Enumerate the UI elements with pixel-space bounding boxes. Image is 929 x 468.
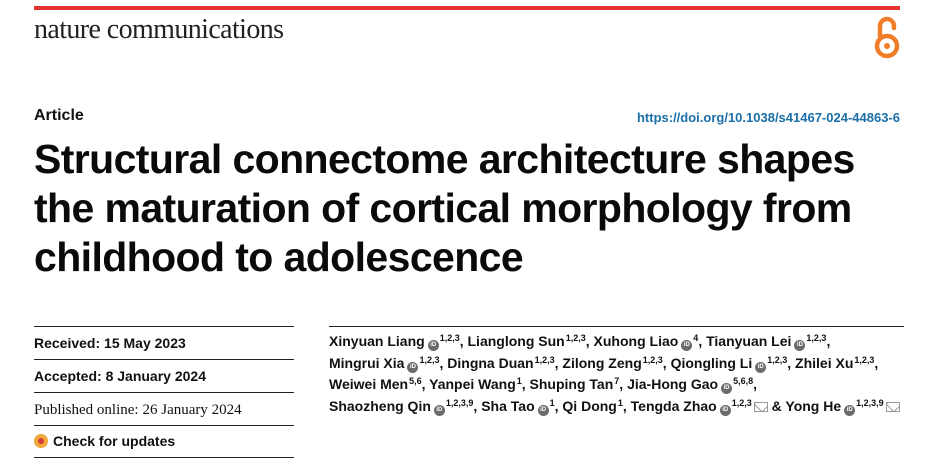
affiliation-numbers: 1,2,3 [439,333,460,343]
open-access-lock-icon [872,14,902,60]
author-name[interactable]: Zhilei Xu [795,354,854,371]
author[interactable] [329,355,439,371]
author-name[interactable]: Weiwei Men [329,376,409,392]
check-updates-icon [34,434,48,448]
affiliation-numbers: 5,6,8 [733,376,754,386]
affiliation-numbers: 1,2,3,9 [445,397,474,408]
author[interactable] [631,398,768,414]
author[interactable] [706,333,826,349]
affiliation-numbers: 1 [549,397,555,408]
affiliation-numbers: 7 [614,376,620,386]
affiliation-numbers: 1,2,3 [767,354,788,365]
author[interactable] [562,355,662,371]
author-name[interactable]: Lianglong Sun [467,333,565,349]
affiliation-numbers: 1,2,3,9 [856,397,884,408]
author-name[interactable]: Tianyuan Lei [706,333,792,349]
affiliation-numbers: 1,2,3 [642,354,663,365]
affiliation-numbers: 5,6 [409,376,422,386]
orcid-icon[interactable]: iD [681,340,692,351]
affiliation-numbers: 1,2,3 [854,354,875,365]
author-name[interactable]: Qi Dong [562,397,617,414]
accepted-date: Accepted: 8 January 2024 [34,368,206,384]
author-name[interactable]: Shuping Tan [529,376,614,392]
author[interactable] [481,398,554,414]
author[interactable] [562,398,622,414]
orcid-icon[interactable]: iD [538,405,549,416]
affiliation-numbers: 1,2,3 [731,397,752,408]
orcid-icon[interactable]: iD [720,405,731,416]
affiliation-numbers: 4 [693,333,699,343]
author[interactable] [671,355,788,371]
author-name[interactable]: Xinyuan Liang [329,333,425,349]
author[interactable] [627,376,753,392]
dates-divider [34,326,294,327]
author-name[interactable]: Zilong Zeng [562,354,642,371]
author-name[interactable]: Xuhong Liao [593,333,679,349]
author[interactable] [594,333,699,349]
divider [34,359,294,360]
authors-divider [329,326,904,327]
author-name[interactable]: Shaozheng Qin [329,397,431,414]
affiliation-numbers: 1 [516,376,522,386]
author[interactable] [329,376,422,392]
author[interactable] [329,398,473,414]
article-type: Article [34,107,84,124]
divider [34,425,294,426]
author-name[interactable]: Dingna Duan [447,354,534,371]
orcid-icon[interactable]: iD [428,340,439,351]
affiliation-numbers: 1 [617,397,623,408]
author[interactable] [447,355,554,371]
doi-link[interactable]: https://doi.org/10.1038/s41467-024-44863-6 [636,110,900,125]
author-name[interactable]: Sha Tao [481,397,535,414]
affiliation-numbers: 1,2,3 [565,333,586,343]
orcid-icon[interactable]: iD [844,405,855,416]
orcid-icon[interactable]: iD [721,383,732,394]
author[interactable] [785,398,899,414]
check-for-updates-button[interactable]: Check for updates [34,433,175,449]
mail-icon[interactable] [754,402,768,412]
article-title: Structural connectome architecture shapes the maturation of cortical morphology from childhood to adolescence [34,136,855,280]
received-date: Received: 15 May 2023 [34,335,186,351]
orcid-icon[interactable]: iD [434,405,445,416]
author[interactable] [429,376,522,392]
affiliation-numbers: 1,2,3 [806,333,827,343]
author[interactable] [468,333,586,349]
author-name[interactable]: Tengda Zhao [630,397,717,414]
author-name[interactable]: Yanpei Wang [429,376,516,392]
author[interactable] [329,333,460,349]
author-name[interactable]: Jia-Hong Gao [627,376,719,392]
author[interactable] [795,355,874,371]
affiliation-numbers: 1,2,3 [419,354,440,365]
affiliation-numbers: 1,2,3 [534,354,555,365]
author[interactable] [530,376,620,392]
author-name[interactable]: Mingrui Xia [329,354,405,371]
author-list: Xinyuan Liang iD$^{1,2,3}$, Lianglong Sun$^{1,2,3}$, Xuhong Liao $iD^4$, Tianyuan Lei iD$^{1,2,3}$, Mingrui Xia iD$^{1,2,3}$, Dingna Duan$^{1,2,3}$, Zilong Zeng$^{1,2,3}$, Qiongling Li iD$^{1,2,3}$, Zhilei Xu$^{1,2,3}$, Weiwei Men$^{5,6}$, Yanpei Wang$^1$, Shuping Tan$^7$, Jia-Hong Gao iD$^{5,6,8}$, Shaozheng Qin iD$^{1,2,3,9}$, Sha Tao $iD^1$, Qi Dong$^1$, Tengda Zhao iD$^{1,2,3}$ & Yong He iD$^{1,2,3,9}$ [329,331,904,417]
orcid-icon[interactable]: iD [407,362,418,373]
journal-name[interactable]: nature communications [34,14,284,45]
divider [34,392,294,393]
author-name[interactable]: Yong He [785,397,842,414]
orcid-icon[interactable]: iD [755,362,766,373]
divider [34,457,294,458]
journal-accent-bar [34,6,900,10]
mail-icon[interactable] [886,402,900,412]
published-date: Published online: 26 January 2024 [34,402,242,418]
author-name[interactable]: Qiongling Li [670,354,753,371]
orcid-icon[interactable]: iD [794,340,805,351]
